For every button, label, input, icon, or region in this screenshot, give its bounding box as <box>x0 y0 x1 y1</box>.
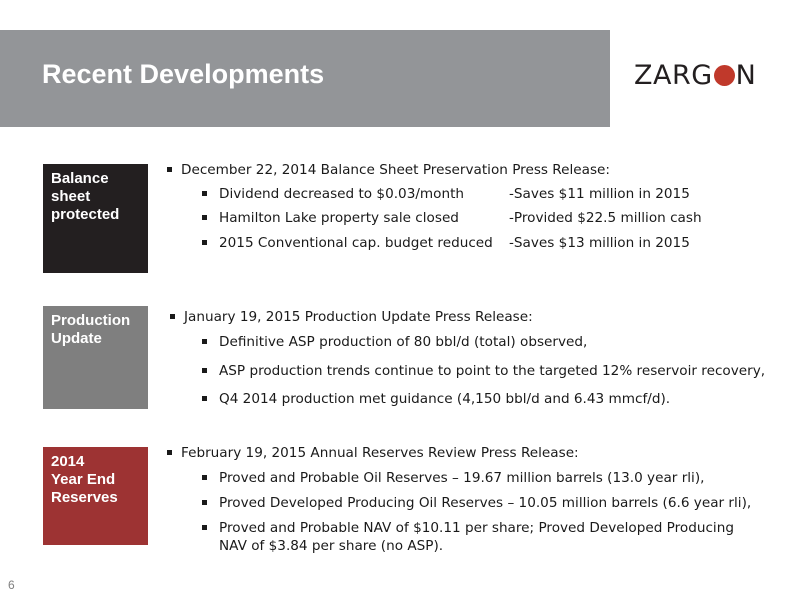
logo-text-left: ZARG <box>634 59 713 91</box>
page-title: Recent Developments <box>42 59 325 89</box>
reserves-item: Proved Developed Producing Oil Reserves – 10.05 million barrels (6.6 year rli), <box>219 495 752 511</box>
tag-line: Year End <box>51 471 116 488</box>
production-item: Q4 2014 production met guidance (4,150 bbl/d and 6.43 mmcf/d). <box>219 391 671 407</box>
logo-red-dot-icon <box>714 65 735 86</box>
tag-year-end-reserves <box>43 447 148 545</box>
page-number: 6 <box>8 578 15 592</box>
balance-heading: December 22, 2014 Balance Sheet Preservation Press Release: <box>181 162 610 178</box>
reserves-item: Proved and Probable NAV of $10.11 per share; Proved Developed Producing <box>219 520 734 536</box>
tag-line: Update <box>51 330 102 347</box>
balance-item: Dividend decreased to $0.03/month <box>219 186 465 202</box>
balance-item-note: -Saves $13 million in 2015 <box>509 235 690 251</box>
reserves-heading: February 19, 2015 Annual Reserves Review Press Release: <box>181 445 579 461</box>
tag-line: Reserves <box>51 489 118 506</box>
zargon-logo <box>634 58 756 92</box>
balance-item-note: -Saves $11 million in 2015 <box>509 186 690 202</box>
tag-balance-sheet-protected <box>43 164 148 273</box>
balance-item: Hamilton Lake property sale closed <box>219 210 459 226</box>
tag-line: 2014 <box>51 453 85 470</box>
tag-line: protected <box>51 206 120 223</box>
tag-line: Production <box>51 312 131 329</box>
reserves-item: Proved and Probable Oil Reserves – 19.67 million barrels (13.0 year rli), <box>219 470 705 486</box>
tag-line: Balance <box>51 170 109 187</box>
logo-text-right: N <box>735 59 757 91</box>
production-item: Definitive ASP production of 80 bbl/d (total) observed, <box>219 334 588 350</box>
tag-line: sheet <box>51 188 91 205</box>
reserves-item-continued: NAV of $3.84 per share (no ASP). <box>219 538 444 554</box>
balance-item-note: -Provided $22.5 million cash <box>509 210 702 226</box>
production-item: ASP production trends continue to point to the targeted 12% reservoir recovery, <box>219 363 766 379</box>
balance-item: 2015 Conventional cap. budget reduced <box>219 235 493 251</box>
tag-production-update <box>43 306 148 409</box>
production-heading: January 19, 2015 Production Update Press Release: <box>184 309 533 325</box>
